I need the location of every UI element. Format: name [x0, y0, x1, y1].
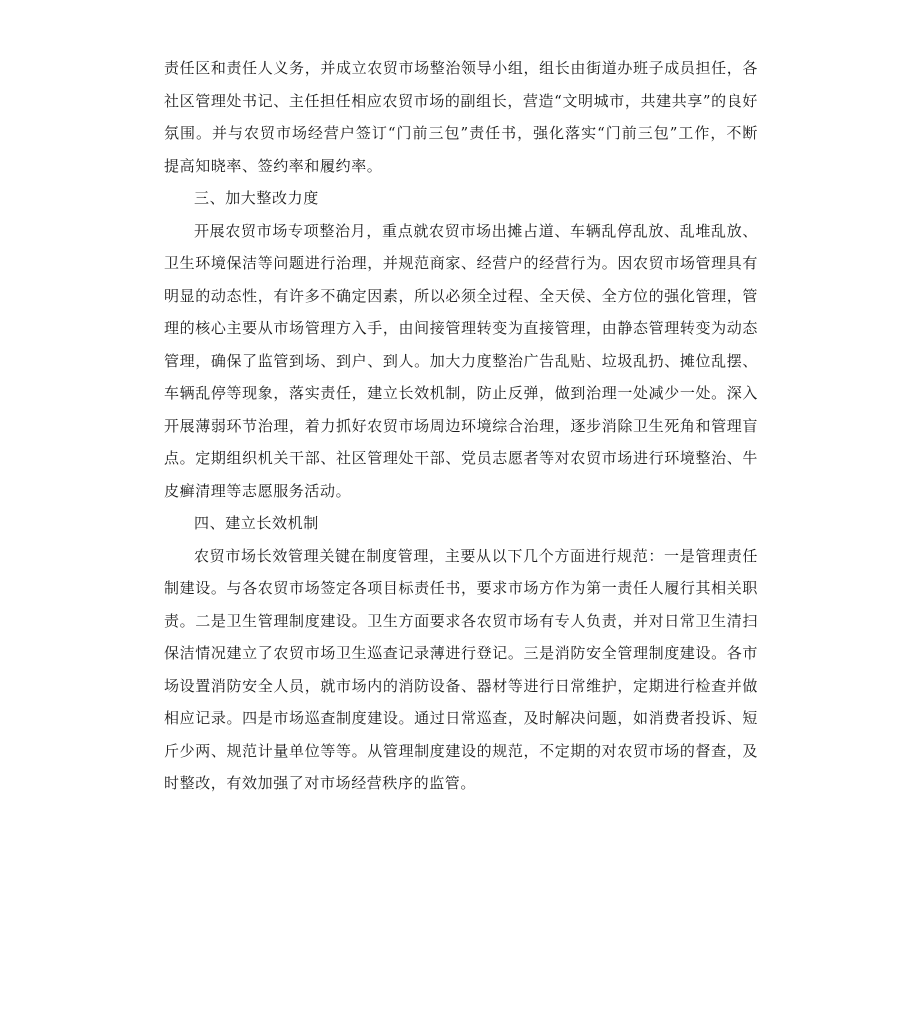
paragraph-responsibility: 责任区和责任人义务，并成立农贸市场整治领导小组，组长由街道办班子成员担任，各社区管理处书记、主任担任相应农贸市场的副组长，营造“文明城市，共建共享”的良好氛围。并与农贸市场经营户签订“门前三包”责任书，强化落实“门前三包”工作，不断提高知晓率、签约率和履约率。 — [164, 59, 758, 175]
document-body — [164, 52, 758, 800]
heading-long-term-mechanism: 四、建立长效机制 — [194, 514, 319, 532]
paragraph-long-term-mechanism: 农贸市场长效管理关键在制度管理，主要从以下几个方面进行规范：一是管理责任制建设。与各农贸市场签定各项目标责任书，要求市场方作为第一责任人履行其相关职责。二是卫生管理制度建设。卫生方面要求各农贸市场有专人负责，并对日常卫生清扫保洁情况建立了农贸市场卫生巡查记录薄进行登记。三是消防安全管理制度建设。各市场设置消防安全人员，就市场内的消防设备、器材等进行日常维护，定期进行检查并做相应记录。四是市场巡查制度建设。通过日常巡查，及时解决问题，如消费者投诉、短斤少两、规范计量单位等等。从管理制度建设的规范，不定期的对农贸市场的督查，及时整改，有效加强了对市场经营秩序的监管。 — [164, 546, 758, 792]
heading-rectification: 三、加大整改力度 — [194, 189, 319, 207]
paragraph-rectification: 开展农贸市场专项整治月，重点就农贸市场出摊占道、车辆乱停乱放、乱堆乱放、卫生环境保洁等问题进行治理，并规范商家、经营户的经营行为。因农贸市场管理具有明显的动态性，有许多不确定因素，所以必须全过程、全天侯、全方位的强化管理，管理的核心主要从市场管理方入手，由间接管理转变为直接管理，由静态管理转变为动态管理，确保了监管到场、到户、到人。加大力度整治广告乱贴、垃圾乱扔、摊位乱摆、车辆乱停等现象，落实责任，建立长效机制，防止反弹，做到治理一处减少一处。深入开展薄弱环节治理，着力抓好农贸市场周边环境综合治理，逐步消除卫生死角和管理盲点。定期组织机关干部、社区管理处干部、党员志愿者等对农贸市场进行环境整治、牛皮癣清理等志愿服务活动。 — [164, 221, 758, 500]
